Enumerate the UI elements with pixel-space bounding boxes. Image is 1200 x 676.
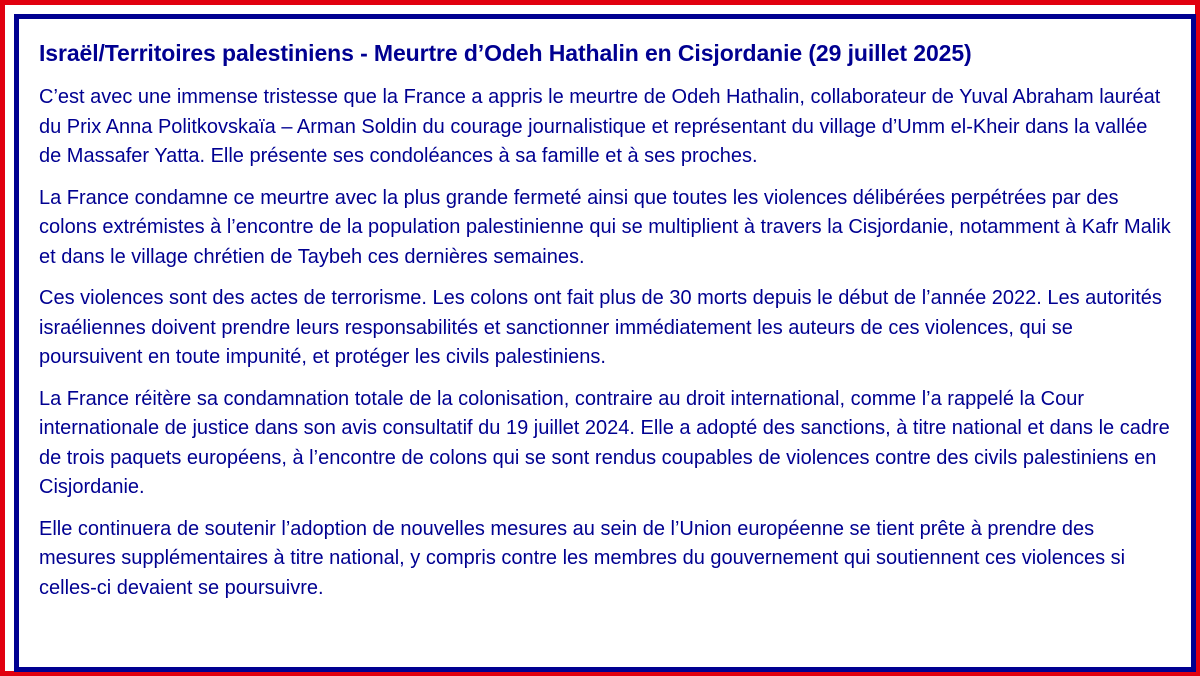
statement-paragraph-2: La France condamne ce meurtre avec la plus grande fermeté ainsi que toutes les violences délibérées perpétrées par des colons extrémistes à l’encontre de la population palestinienne qui se multiplient à travers la Cisjordanie, notamment à Kafr Malik et dans le village chrétien de Taybeh ces dernières semaines. [39, 186, 1171, 268]
statement-paragraph-1: C’est avec une immense tristesse que la France a appris le meurtre de Odeh Hathalin, collaborateur de Yuval Abraham lauréat du Prix Anna Politkovskaïa – Arman Soldin du courage journalistique et représentant du village d’Umm el-Kheir dans la vallée de Massafer Yatta. Elle présente ses condoléances à sa famille et à ses proches. [39, 86, 1161, 167]
statement-title: Israël/Territoires palestiniens - Meurtre d’Odeh Hathalin en Cisjordanie (29 juillet 2025) [39, 40, 972, 66]
statement-paragraph-3: Ces violences sont des actes de terrorisme. Les colons ont fait plus de 30 morts depuis le début de l’année 2022. Les autorités israéliennes doivent prendre leurs responsabilités et sanctionner immédiatement les auteurs de ces violences, qui se poursuivent en toute impunité, et protéger les civils palestiniens. [39, 287, 1162, 368]
statement-paragraph-5: Elle continuera de soutenir l’adoption de nouvelles mesures au sein de l’Union européenne se tient prête à prendre des mesures supplémentaires à titre national, y compris contre les membres du gouvernement qui soutiennent ces violences si celles-ci devaient se poursuivre. [39, 517, 1126, 599]
statement-content [39, 38, 1174, 615]
statement-paragraph-4: La France réitère sa condamnation totale de la colonisation, contraire au droit international, comme l’a rappelé la Cour internationale de justice dans son avis consultatif du 19 juillet 2024. Elle a adopté des sanctions, à titre national et dans le cadre de trois paquets européens, à l’encontre de colons qui se sont rendus coupables de violences contre des civils palestiniens en Cisjordanie. [39, 387, 1170, 498]
inner-blue-border-frame [14, 14, 1196, 672]
